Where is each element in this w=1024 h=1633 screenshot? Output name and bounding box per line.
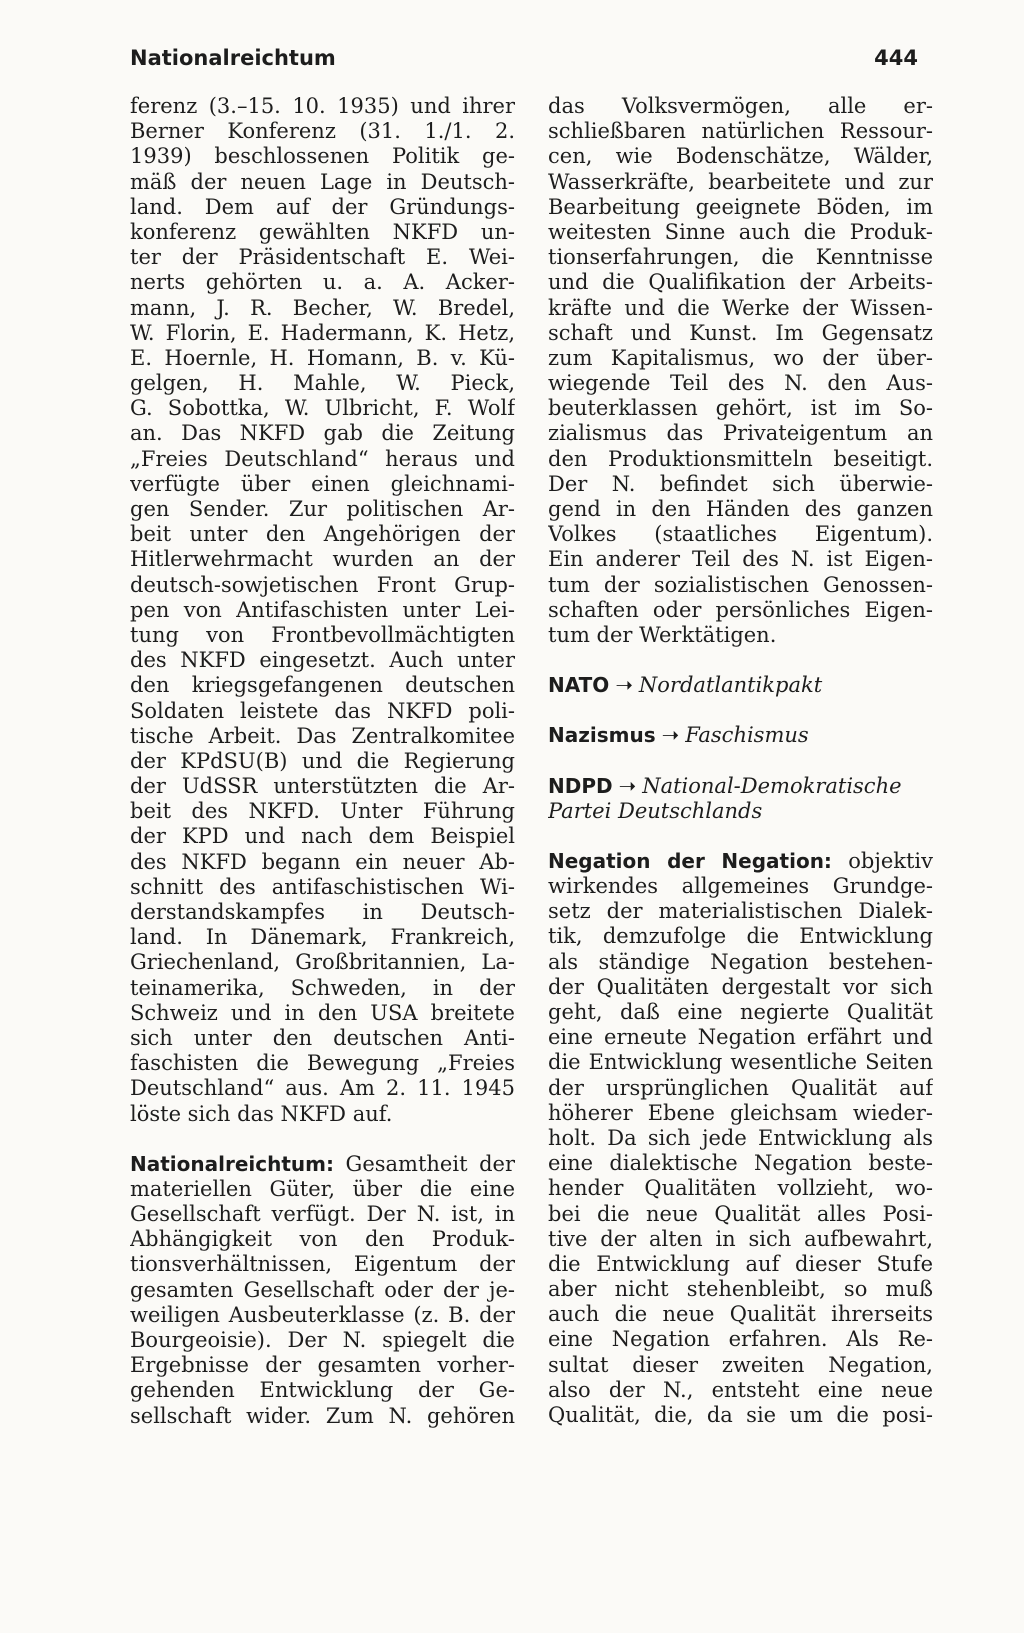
text-line: gend in den Händen des ganzen	[548, 497, 933, 521]
entry-term: Negation der Negation:	[548, 848, 832, 873]
text-line: die Entwicklung wesentliche Seiten	[548, 1050, 933, 1075]
text-line: deutsch-sowjetischen Front Grup-	[130, 572, 515, 597]
text-line: die Entwicklung auf dieser Stufe	[548, 1251, 933, 1276]
text-line: sich unter den deutschen Anti-	[130, 1025, 515, 1050]
text-line: tionserfahrungen, die Kenntnisse	[548, 245, 933, 270]
text-line: tum der sozialistischen Genossen-	[548, 572, 933, 597]
entry-first-line: Nationalreichtum: Gesamtheit der	[130, 1151, 515, 1176]
text-line: Wasserkräfte, bearbeitete und zur	[548, 169, 933, 194]
text-line: gelgen, H. Mahle, W. Pieck,	[130, 371, 515, 396]
text-line: Ein anderer Teil des N. ist Eigen-	[548, 547, 933, 572]
page-header	[130, 46, 918, 80]
running-head: Nationalreichtum	[130, 46, 336, 70]
text-line: 1939) beschlossenen Politik ge-	[130, 144, 515, 169]
text-line: zum Kapitalismus, wo der über-	[548, 345, 933, 370]
text-line: W. Florin, E. Hadermann, K. Hetz,	[130, 320, 515, 345]
cross-reference: Nordatlantikpakt	[638, 673, 823, 698]
text-line: des NKFD begann ein neuer Ab-	[130, 849, 515, 874]
text-line: „Freies Deutschland“ heraus und	[130, 446, 515, 471]
right-column	[548, 94, 933, 1428]
text-line: tum der Werktätigen.	[548, 622, 777, 647]
text-line: sellschaft wider. Zum N. gehören	[130, 1403, 515, 1428]
text-line: Hitlerwehrmacht wurden an der	[130, 547, 515, 572]
entry-term: Nazismus	[548, 723, 656, 748]
text-line: Soldaten leistete das NKFD poli-	[130, 698, 515, 723]
text-line: schließbaren natürlichen Ressour-	[548, 119, 933, 144]
text-line: Bourgeoisie). Der N. spiegelt die	[130, 1328, 515, 1352]
text-line: beuterklassen gehört, ist im So-	[548, 396, 933, 421]
text-line: Schweiz und in den USA breitete	[130, 1000, 515, 1025]
page-number: 444	[874, 46, 918, 70]
text-line: gehenden Entwicklung der Ge-	[130, 1378, 515, 1403]
text-line: höherer Ebene gleichsam wieder-	[548, 1100, 933, 1125]
text-line: Abhängigkeit von den Produk-	[130, 1227, 515, 1252]
text-line: pen von Antifaschisten unter Lei-	[130, 597, 515, 622]
entry-term: NDPD	[548, 773, 613, 798]
text-line: wiegende Teil des N. den Aus-	[548, 371, 933, 396]
text-line: aber nicht stehenbleibt, so muß	[548, 1277, 933, 1302]
text-line: konferenz gewählten NKFD un-	[130, 219, 515, 244]
text-line: als ständige Negation bestehen-	[548, 949, 933, 974]
text-line: den kriegsgefangenen deutschen	[130, 673, 515, 698]
entry-nato	[548, 673, 933, 698]
arrow-icon: ➝	[618, 773, 637, 798]
text-line: teinamerika, Schweden, in der	[130, 975, 515, 1000]
entry-nkfd-continued	[130, 94, 515, 1127]
text-line: holt. Da sich jede Entwicklung als	[548, 1125, 933, 1150]
cross-reference: Partei Deutschlands	[548, 798, 763, 823]
text-line: gesamten Gesellschaft oder der je-	[130, 1277, 515, 1302]
text-line: Bearbeitung geeignete Böden, im	[548, 194, 933, 219]
text-line: setz der materialistischen Dialek-	[548, 899, 933, 924]
text-line: löste sich das NKFD auf.	[130, 1101, 393, 1126]
text-line: verfügte über einen gleichnami-	[130, 471, 515, 496]
text-line: schaften oder persönliches Eigen-	[548, 597, 933, 622]
entry-nazismus	[548, 723, 933, 748]
text-line: hender Qualitäten vollzieht, wo-	[548, 1176, 933, 1201]
text-line: kräfte und die Werke der Wissen-	[548, 295, 933, 320]
text-line: ter der Präsidentschaft E. Wei-	[130, 245, 515, 270]
text-line: tive der alten in sich aufbewahrt,	[548, 1226, 933, 1251]
text-line: wirkendes allgemeines Grundge-	[548, 874, 933, 899]
text-line: der ursprünglichen Qualität auf	[548, 1075, 933, 1100]
text-line: Qualität, die, da sie um die posi-	[548, 1403, 933, 1427]
text-line: schaft und Kunst. Im Gegensatz	[548, 320, 933, 345]
entry-negation-der-negation	[548, 849, 933, 1428]
text-line: Gesellschaft verfügt. Der N. ist, in	[130, 1202, 515, 1227]
text-line: G. Sobottka, W. Ulbricht, F. Wolf	[130, 396, 515, 421]
text-line: land. In Dänemark, Frankreich,	[130, 925, 515, 950]
text-line: eine erneute Negation erfährt und	[548, 1025, 933, 1050]
text-line: cen, wie Bodenschätze, Wälder,	[548, 144, 933, 169]
entry-ndpd	[548, 774, 933, 824]
text-line: an. Das NKFD gab die Zeitung	[130, 421, 515, 446]
entry-first-line: Negation der Negation: objektiv	[548, 848, 933, 873]
text-line: der KPdSU(B) und die Regierung	[130, 748, 515, 773]
text-line: schnitt des antifaschistischen Wi-	[130, 874, 515, 899]
text-line: Berner Konferenz (31. 1./1. 2.	[130, 119, 515, 144]
text-line: Deutschland“ aus. Am 2. 11. 1945	[130, 1076, 515, 1101]
entry-term: NATO	[548, 673, 610, 698]
text-line: beit des NKFD. Unter Führung	[130, 799, 515, 824]
text-line: nerts gehörten u. a. A. Acker-	[130, 270, 515, 295]
text-line: tionsverhältnissen, Eigentum der	[130, 1252, 515, 1277]
text-line: tik, demzufolge die Entwicklung	[548, 924, 933, 949]
text-line: der KPD und nach dem Beispiel	[130, 824, 515, 849]
text-line: derstandskampfes in Deutsch-	[130, 900, 515, 924]
cross-reference: National-Demokratische	[642, 773, 902, 798]
text-line: auch die neue Qualität ihrerseits	[548, 1302, 933, 1327]
text-line: mäß der neuen Lage in Deutsch-	[130, 169, 515, 194]
left-column	[130, 94, 515, 1429]
text-line: faschisten die Bewegung „Freies	[130, 1051, 515, 1076]
text-line: zialismus das Privateigentum an	[548, 421, 933, 446]
text-line: tung von Frontbevollmächtigten	[130, 622, 515, 647]
text-line: eine Negation erfahren. Als Re-	[548, 1327, 933, 1352]
text-line: E. Hoernle, H. Homann, B. v. Kü-	[130, 345, 515, 370]
text-line: Griechenland, Großbritannien, La-	[130, 950, 515, 975]
entry-nationalreichtum-continued	[548, 94, 933, 648]
text-line: den Produktionsmitteln beseitigt.	[548, 446, 933, 471]
text-line: mann, J. R. Becher, W. Bredel,	[130, 295, 515, 320]
text-line: eine dialektische Negation beste-	[548, 1151, 933, 1176]
arrow-icon: ➝	[615, 673, 633, 698]
text-line: tische Arbeit. Das Zentralkomitee	[130, 723, 515, 748]
text-line: also der N., entsteht eine neue	[548, 1377, 933, 1402]
text-line: Volkes (staatliches Eigentum).	[548, 522, 933, 547]
arrow-icon: ➝	[661, 723, 680, 748]
text-line: materiellen Güter, über die eine	[130, 1176, 515, 1201]
text-line: land. Dem auf der Gründungs-	[130, 194, 515, 219]
text-line: das Volksvermögen, alle er-	[548, 94, 933, 118]
text-line: geht, daß eine negierte Qualität	[548, 1000, 933, 1024]
text-line: Der N. befindet sich überwie-	[548, 471, 933, 496]
text-line: ferenz (3.–15. 10. 1935) und ihrer	[130, 94, 515, 118]
entry-term: Nationalreichtum:	[130, 1151, 334, 1176]
text-line: beit unter den Angehörigen der	[130, 522, 515, 547]
text-line: weiligen Ausbeuterklasse (z. B. der	[130, 1302, 515, 1327]
text-line: sultat dieser zweiten Negation,	[548, 1352, 933, 1377]
text-line: bei die neue Qualität alles Posi-	[548, 1201, 933, 1226]
text-line: Ergebnisse der gesamten vorher-	[130, 1353, 515, 1378]
text-line: gen Sender. Zur politischen Ar-	[130, 497, 515, 521]
text-line: der UdSSR unterstützten die Ar-	[130, 774, 515, 799]
cross-reference: Faschismus	[685, 723, 809, 748]
text-line: und die Qualifikation der Arbeits-	[548, 270, 933, 295]
text-line: des NKFD eingesetzt. Auch unter	[130, 648, 515, 673]
entry-nationalreichtum	[130, 1152, 515, 1429]
text-line: der Qualitäten dergestalt vor sich	[548, 974, 933, 999]
text-line: weitesten Sinne auch die Produk-	[548, 219, 933, 244]
